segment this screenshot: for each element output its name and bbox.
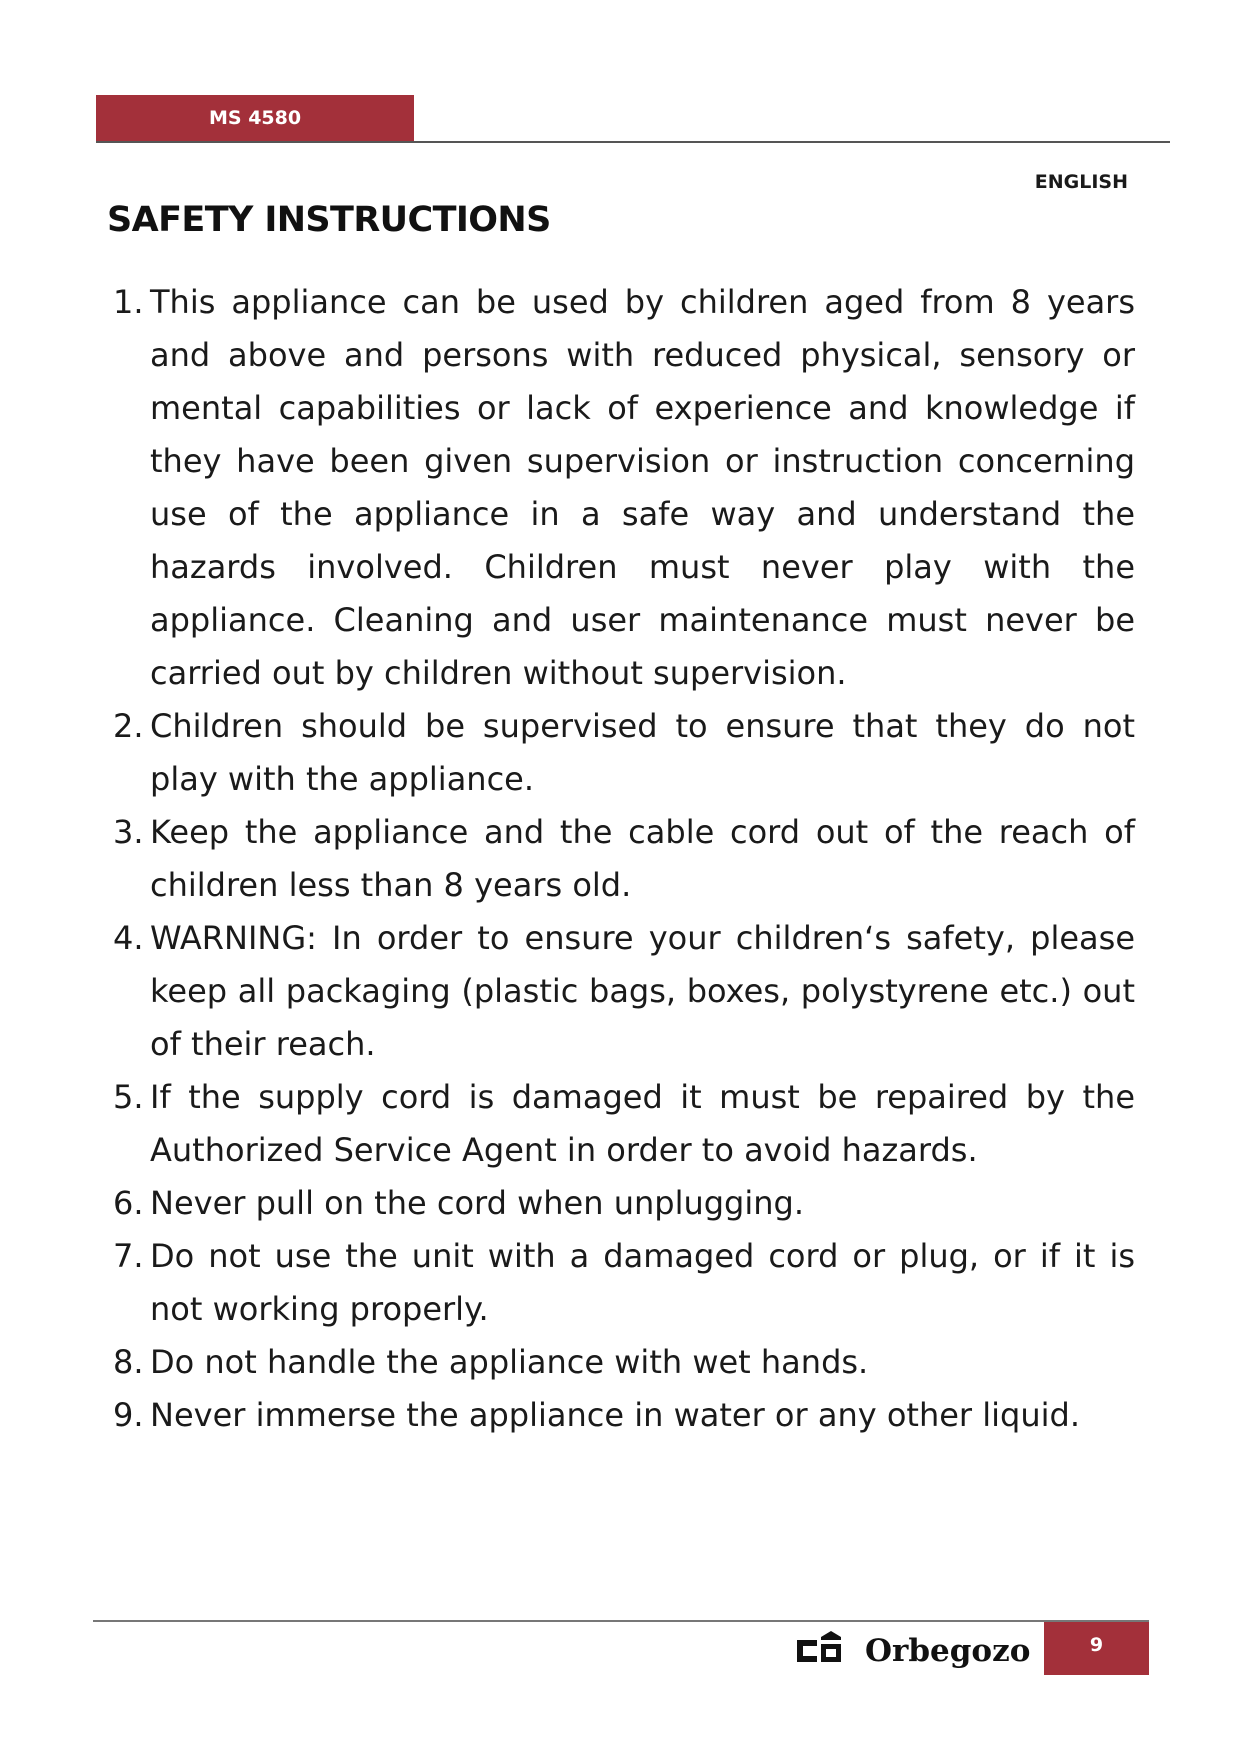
- footer-divider: [93, 1620, 1149, 1622]
- item-text: WARNING: In order to ensure your children‘s safety, please keep all packaging (plastic bags, boxes, polystyrene etc.) out of their reach.: [150, 919, 1135, 1063]
- list-item: [113, 806, 1135, 912]
- model-tab: [96, 95, 414, 142]
- list-item: [113, 276, 1135, 700]
- item-text: Never immerse the appliance in water or any other liquid.: [150, 1396, 1080, 1434]
- header-divider: [96, 141, 1170, 143]
- language-label: ENGLISH: [1034, 171, 1128, 193]
- item-number: 1.: [113, 283, 144, 321]
- item-text: Never pull on the cord when unplugging.: [150, 1184, 805, 1222]
- item-text: Keep the appliance and the cable cord out of the reach of children less than 8 years old.: [150, 813, 1135, 904]
- item-number: 3.: [113, 813, 144, 851]
- item-text: This appliance can be used by children aged from 8 years and above and persons with reduced physical, sensory or mental capabilities or lack of experience and knowledge if they have been given supervision or instruction concerning use of the appliance in a safe way and understand the hazards involved. Children must never play with the appliance. Cleaning and user maintenance must never be carried out by children without supervision.: [150, 283, 1135, 692]
- list-item: [113, 1230, 1135, 1336]
- item-number: 6.: [113, 1184, 144, 1222]
- page-number: 9: [1044, 1622, 1149, 1675]
- item-number: 9.: [113, 1396, 144, 1434]
- item-number: 2.: [113, 707, 144, 745]
- list-item: [113, 700, 1135, 806]
- item-text: Do not handle the appliance with wet hands.: [150, 1343, 869, 1381]
- item-number: 8.: [113, 1343, 144, 1381]
- brand-wordmark: Orbegozo: [865, 1633, 1030, 1669]
- item-text: Do not use the unit with a damaged cord or plug, or if it is not working properly.: [150, 1237, 1135, 1328]
- item-number: 5.: [113, 1078, 144, 1116]
- list-item: [113, 1071, 1135, 1177]
- item-number: 7.: [113, 1237, 144, 1275]
- orbegozo-logo-icon: [795, 1624, 1030, 1672]
- safety-instructions-list: [113, 276, 1135, 1442]
- model-number: MS 4580: [209, 107, 302, 129]
- section-title: SAFETY INSTRUCTIONS: [107, 200, 551, 240]
- item-number: 4.: [113, 919, 144, 957]
- item-text: Children should be supervised to ensure that they do not play with the appliance.: [150, 707, 1135, 798]
- item-text: If the supply cord is damaged it must be repaired by the Authorized Service Agent in order to avoid hazards.: [150, 1078, 1135, 1169]
- list-item: [113, 1336, 1135, 1389]
- list-item: [113, 1177, 1135, 1230]
- brand-logo: [795, 1624, 1030, 1672]
- list-item: [113, 912, 1135, 1071]
- list-item: [113, 1389, 1135, 1442]
